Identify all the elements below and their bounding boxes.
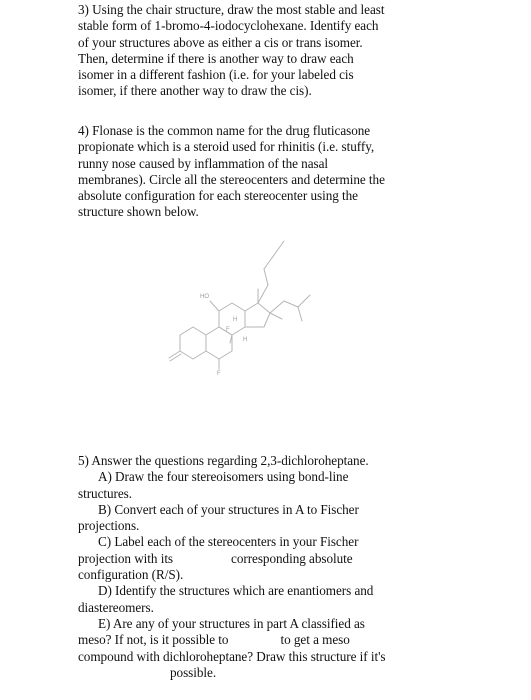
ester-bond bbox=[298, 307, 302, 321]
question-4-line: membranes). Circle all the stereocenters and determine the bbox=[78, 171, 385, 187]
atom-label-h: H bbox=[233, 317, 238, 323]
question-3-line: 3) Using the chair structure, draw the most stable and least bbox=[78, 2, 385, 17]
ring-a-bond bbox=[180, 327, 206, 359]
part-c-line: C) Label each of the stereocenters in your Fischer bbox=[98, 534, 359, 550]
hydroxyl-bond bbox=[210, 301, 219, 311]
question-4-line: propionate which is a steroid used for rhinitis (i.e. stuffy, bbox=[78, 139, 375, 155]
ring-d-bond bbox=[245, 303, 270, 327]
part-b-line: projections. bbox=[78, 518, 140, 534]
ester-bond bbox=[298, 295, 310, 307]
ester-bond bbox=[270, 301, 284, 313]
question-4-line: structure shown below. bbox=[78, 204, 199, 220]
part-a-line: structures. bbox=[78, 485, 133, 501]
part-e-text: meso? If not, is it possible to bbox=[78, 632, 229, 648]
part-b-line: B) Convert each of your structures in A to Fischer bbox=[98, 501, 359, 517]
side-chain-bond bbox=[274, 241, 284, 255]
atom-label-f: F bbox=[226, 327, 230, 333]
question-4-line: runny nose caused by inflammation of the nasal bbox=[78, 155, 329, 171]
question-5-title: 5) Answer the questions regarding 2,3-dichloroheptane. bbox=[78, 453, 369, 468]
atom-label-ho: HO bbox=[200, 294, 209, 300]
question-3-line: stable form of 1-bromo-4-iodocyclohexane. Identify each bbox=[78, 18, 379, 34]
part-d-line: diastereomers. bbox=[78, 599, 154, 615]
part-e-line: possible. bbox=[170, 664, 217, 680]
question-4-line: 4) Flonase is the common name for the drug fluticasone bbox=[78, 123, 371, 138]
side-chain-bond bbox=[264, 255, 274, 269]
part-a-line: A) Draw the four stereoisomers using bond-line bbox=[98, 469, 349, 485]
part-e-line: E) Are any of your structures in part A classified as bbox=[98, 615, 365, 631]
question-3-line: isomer, if there another way to draw the cis). bbox=[78, 83, 312, 99]
question-3 bbox=[78, 2, 448, 100]
question-4-line: absolute configuration for each stereocenter using the bbox=[78, 188, 358, 204]
carbonyl-bond bbox=[170, 354, 181, 361]
part-d-line: D) Identify the structures which are enantiomers and bbox=[98, 583, 374, 599]
part-c-line bbox=[78, 551, 448, 567]
question-3-line: of your structures above as either a cis or trans isomer. bbox=[78, 34, 363, 50]
question-4 bbox=[78, 123, 448, 221]
atom-label-h: H bbox=[243, 337, 248, 343]
part-e-line bbox=[78, 632, 448, 648]
ester-bond bbox=[284, 301, 298, 307]
atom-label-f: F bbox=[217, 371, 221, 375]
side-chain-bond bbox=[264, 269, 268, 285]
ring-c-bond bbox=[219, 303, 245, 335]
part-c-text: projection with its bbox=[78, 550, 174, 566]
question-3-line: isomer in a different fashion (i.e. for your labeled cis bbox=[78, 67, 354, 83]
methyl-bond bbox=[270, 313, 282, 319]
side-chain-bond bbox=[258, 285, 268, 303]
question-3-line: Then, determine if there is another way to draw each bbox=[78, 50, 354, 66]
part-e-line: compound with dichloroheptane? Draw this structure if it's bbox=[78, 648, 386, 664]
part-e-text: to get a meso bbox=[280, 632, 350, 648]
fluticasone-structure bbox=[160, 225, 330, 375]
carbonyl-bond bbox=[169, 351, 180, 358]
part-c-text: corresponding absolute bbox=[231, 550, 353, 566]
part-c-line: configuration (R/S). bbox=[78, 567, 184, 583]
question-5 bbox=[78, 453, 448, 681]
